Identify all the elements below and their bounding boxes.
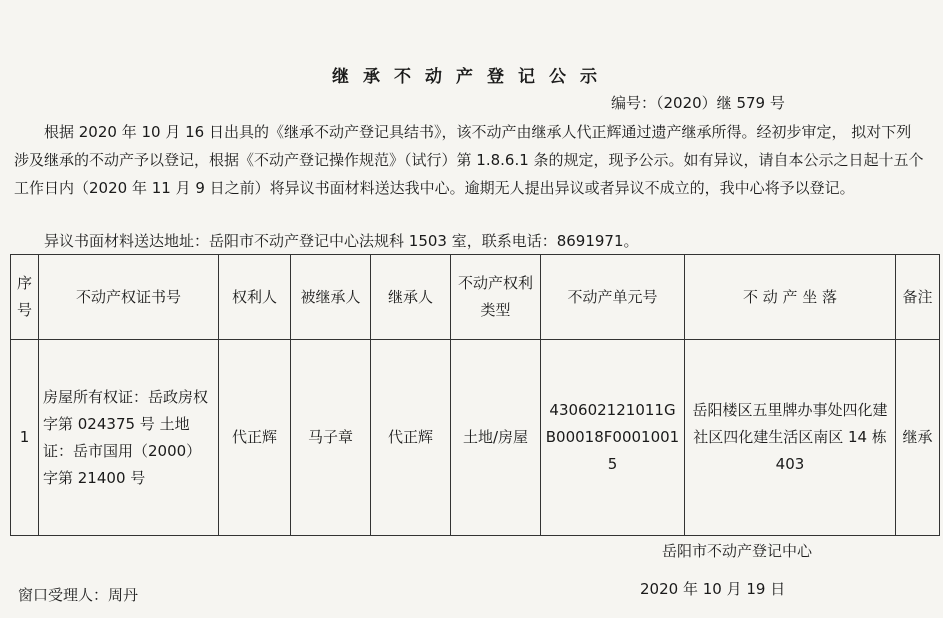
table-header-row <box>11 255 940 340</box>
cell-heir: 代正辉 <box>371 340 451 536</box>
issuing-office: 岳阳市不动产登记中心 <box>662 542 813 560</box>
cell-owner: 代正辉 <box>219 340 291 536</box>
cell-location: 岳阳楼区五里牌办事处四化建社区四化建生活区南区 14 栋 403 <box>685 340 896 536</box>
property-table <box>10 254 940 536</box>
notice-paragraph: 根据 2020 年 10 月 16 日出具的《继承不动产登记具结书》，该不动产由继承人代正辉通过遗产继承所得。经初步审定， 拟对下列涉及继承的不动产予以登记，根据《不动产登记操作规范》（试行）第 1.8.6.1 条的规定，现予公示。如有异议，请自本公示之日起十五个工作日内（2020 年 11 月 9 日之前）将异议书面材料送达我中心。逾期无人提出异议或者异议不成立的，我中心将予以登记。 <box>14 123 924 197</box>
cell-cert-number: 房屋所有权证：岳政房权字第 024375 号 土地证：岳市国用（2000）字第 21400 号 <box>39 340 219 536</box>
document-number: 编号：（2020）继 579 号 <box>611 94 785 112</box>
objection-address: 异议书面材料送达地址：岳阳市不动产登记中心法规科 1503 室，联系电话：8691971。 <box>44 232 639 250</box>
header-decedent: 被继承人 <box>291 255 371 340</box>
header-unit-number: 不动产单元号 <box>541 255 685 340</box>
table-row <box>11 340 940 536</box>
header-cert-number: 不动产权证书号 <box>39 255 219 340</box>
issue-date: 2020 年 10 月 19 日 <box>640 580 786 598</box>
header-right-type: 不动产权利类型 <box>451 255 541 340</box>
cell-serial: 1 <box>11 340 39 536</box>
header-serial: 序号 <box>11 255 39 340</box>
window-clerk: 窗口受理人：周丹 <box>18 586 139 604</box>
notice-body <box>14 118 926 202</box>
header-location: 不 动 产 坐 落 <box>685 255 896 340</box>
header-owner: 权利人 <box>219 255 291 340</box>
header-remark: 备注 <box>896 255 940 340</box>
cell-remark: 继承 <box>896 340 940 536</box>
cell-decedent: 马子章 <box>291 340 371 536</box>
page-title: 继承不动产登记公示 <box>332 67 611 87</box>
cell-unit-number: 430602121011GB00018F00010015 <box>541 340 685 536</box>
header-heir: 继承人 <box>371 255 451 340</box>
cell-right-type: 土地/房屋 <box>451 340 541 536</box>
